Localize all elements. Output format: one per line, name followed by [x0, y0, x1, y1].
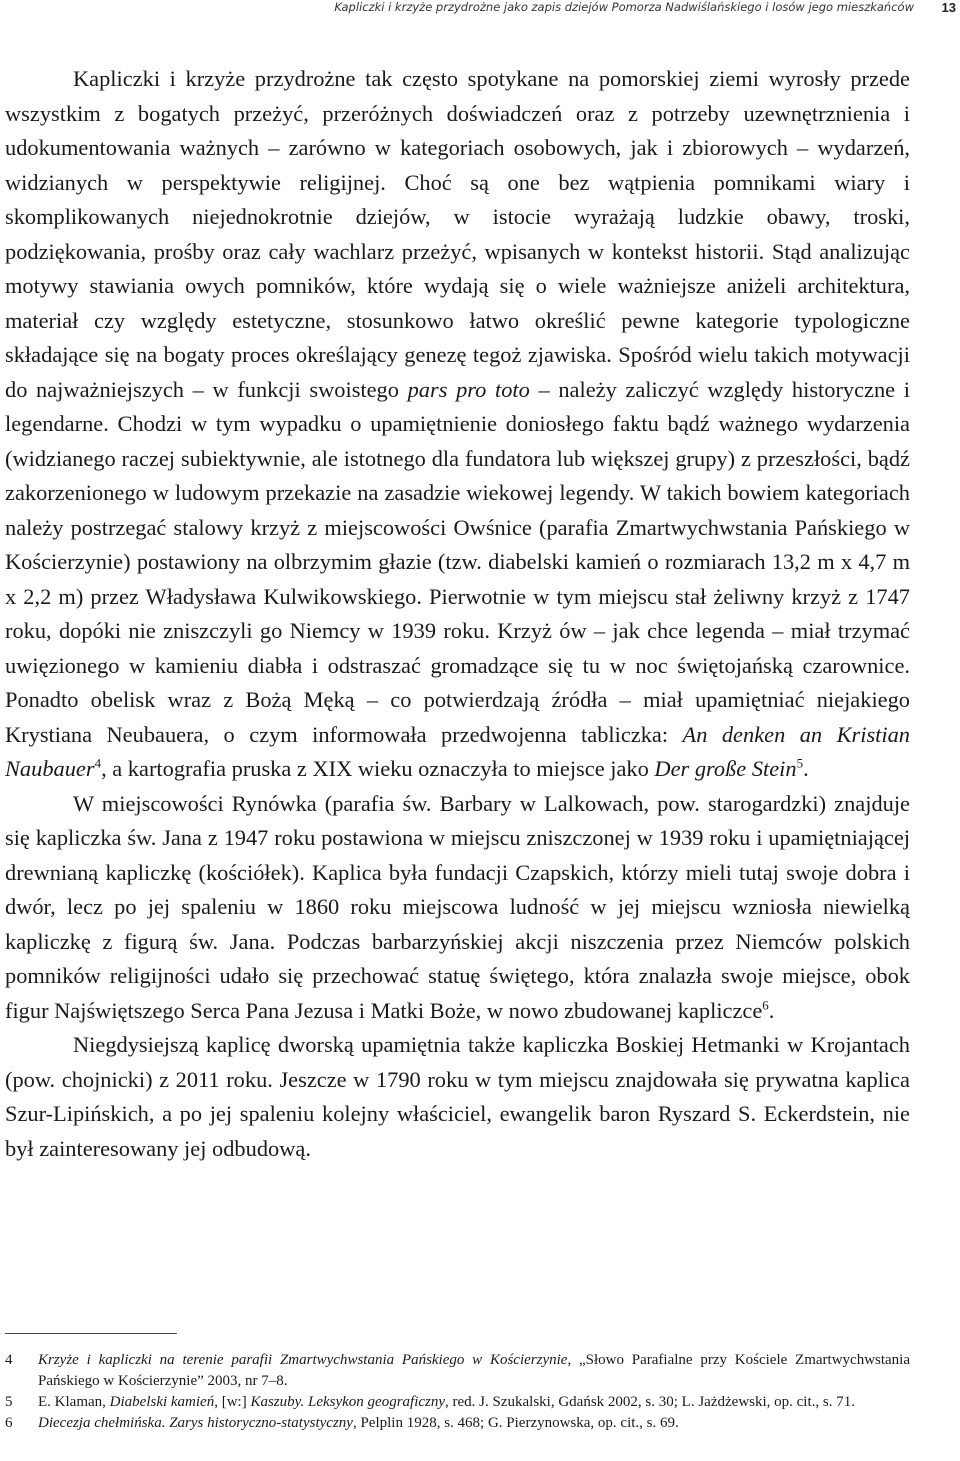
italic-text: Diabelski kamień: [109, 1394, 215, 1410]
italic-text: Krzyże i kapliczki na terenie parafii Zmartwychwstania Pańskiego w Kościerzynie: [38, 1352, 568, 1368]
footnote-text: [38, 1350, 910, 1392]
text-run: .: [803, 756, 809, 781]
italic-text: An denken an Kristian Naubauer: [5, 721, 910, 781]
footnote-separator: [5, 1333, 177, 1334]
footnote-number: 5: [5, 1394, 13, 1410]
italic-text: Diecezja chełmińska. Zarys historyczno-statystyczny: [38, 1415, 353, 1431]
text-run: W miejscowości Rynówka (parafia św. Barbary w Lalkowach, pow. starogardzki) znajduje się kapliczka św. Jana z 1947 roku postawiona w miejscu zniszczonej w 1939 roku i upamiętniającej drewnianą kapliczkę (kościółek). Kaplica była fundacji Czapskich, którzy mieli tutaj swoje dobra i dwór, lecz po jej spaleniu w 1860 roku miejscowa ludność w jej miejscu wzniosła niewielką kapliczkę z figurą św. Jana. Podczas barbarzyńskiej akcji niszczenia przez Niemców polskich pomników religijności udało się przechować statuę świętego, która znalazła swoje miejsce, obok figur Najświętszego Serca Pana Jezusa i Matki Boże, w nowo zbudowanej kapliczce: [5, 790, 910, 1023]
text-run: , [w:]: [214, 1394, 251, 1410]
text-run: , Pelplin 1928, s. 468; G. Pierzynowska, op. cit., s. 69.: [352, 1415, 679, 1431]
footnote-reference: 5: [796, 755, 804, 771]
text-run: Niegdysiejszą kaplicę dworską upamiętnia także kapliczka Boskiej Hetmanki w Krojantach (pow. chojnicki) z 2011 roku. Jeszcze w 1790 roku w tym miejscu znajdowała się prywatna kaplica Szur-Lipińskich, a po jej spaleniu kolejny właściciel, ewangelik baron Ryszard S. Eckerdstein, nie był zainteresowany jej odbudową.: [5, 1032, 910, 1161]
footnote-text: [38, 1392, 910, 1413]
footnote: [5, 1350, 910, 1392]
text-run: , „Słowo Parafialne przy Kościele Zmartwychwstania Pańskiego w Kościerzynie” 2003, nr 7–8.: [38, 1352, 911, 1389]
text-run: , a kartografia pruska z XIX wieku oznaczyła to miejsce jako: [101, 756, 655, 781]
italic-text: Kaszuby. Leksykon geograficzny: [250, 1394, 446, 1410]
italic-text: pars pro toto: [407, 376, 530, 402]
text-run: .: [768, 997, 775, 1023]
footnote-reference: 4: [94, 755, 102, 771]
paragraph: [5, 787, 910, 1029]
footnote: [5, 1392, 910, 1413]
text-run: Kapliczki i krzyże przydrożne tak często spotykane na pomorskiej ziemi wyrosły przede wszystkim z bogatych przeżyć, przeróżnych doświadczeń oraz z potrzeby uzewnętrznienia i udokumentowania ważnych – zarówno w kategoriach osobowych, jak i zbiorowych – wydarzeń, widzianych w perspektywie religijnej. Choć są one bez wątpienia pomnikami wiary i skomplikowanych niejednokrotnie dziejów, w istocie wyrażają ludzkie obawy, troski, podziękowania, prośby oraz cały wachlarz przeżyć, wpisanych w kontekst historii. Stąd analizując motywy stawiania owych pomników, które wydają się o wiele ważniejsze aniżeli architektura, materiał czy względy estetyczne, stosunkowo łatwo określić pewne kategorie typologiczne składające się na bogaty proces określający genezę tegoż zjawiska. Spośród wielu takich motywacji do najważniejszych – w funkcji swoistego: [5, 66, 910, 402]
text-run: – należy zaliczyć względy historyczne i legendarne. Chodzi w tym wypadku o upamiętnienie doniosłego faktu bądź ważnego wydarzenia (widzianego raczej subiektywnie, ale istotnego dla fundatora lub większej grupy) z przeszłości, bądź zakorzenionego w ludowym przekazie na zasadzie wiekowej legendy. W takich bowiem kategoriach należy postrzegać stalowy krzyż z miejscowości Owśnice (parafia Zmartwychwstania Pańskiego w Kościerzynie) postawiony na olbrzymim głazie (tzw. diabelski kamień o rozmiarach 13,2 m x 4,7 m x 2,2 m) przez Władysława Kulwikowskiego. Pierwotnie w tym miejscu stał żeliwny krzyż z 1747 roku, dopóki nie zniszczyli go Niemcy w 1939 roku. Krzyż ów – jak chce legenda – miał trzymać uwięzionego w kamieniu diabła i odstraszać gromadzące się tu w noc świętojańską czarownice. Ponadto obelisk wraz z Bożą Męką – co potwierdzają źródła – miał upamiętniać niejakiego Krystiana Neubauera, o czym informowała przedwojenna tabliczka:: [5, 376, 910, 747]
footnote: [5, 1413, 910, 1434]
footnote-reference: 6: [762, 997, 769, 1013]
body-text: [5, 62, 910, 1166]
page-number: 13: [941, 0, 956, 15]
paragraph: [5, 62, 910, 787]
footnotes: [5, 1350, 910, 1434]
text-run: E. Klaman,: [38, 1394, 110, 1410]
italic-text: Der große Stein: [654, 756, 797, 781]
footnote-number: 4: [5, 1352, 13, 1368]
running-head: Kapliczki i krzyże przydrożne jako zapis dziejów Pomorza Nadwiślańskiego i losów jego mieszkańców: [334, 0, 914, 14]
footnote-number: 6: [5, 1415, 13, 1431]
text-run: , red. J. Szukalski, Gdańsk 2002, s. 30; L. Jażdżewski, op. cit., s. 71.: [445, 1394, 855, 1410]
footnote-text: [38, 1413, 910, 1434]
paragraph: [5, 1028, 910, 1166]
